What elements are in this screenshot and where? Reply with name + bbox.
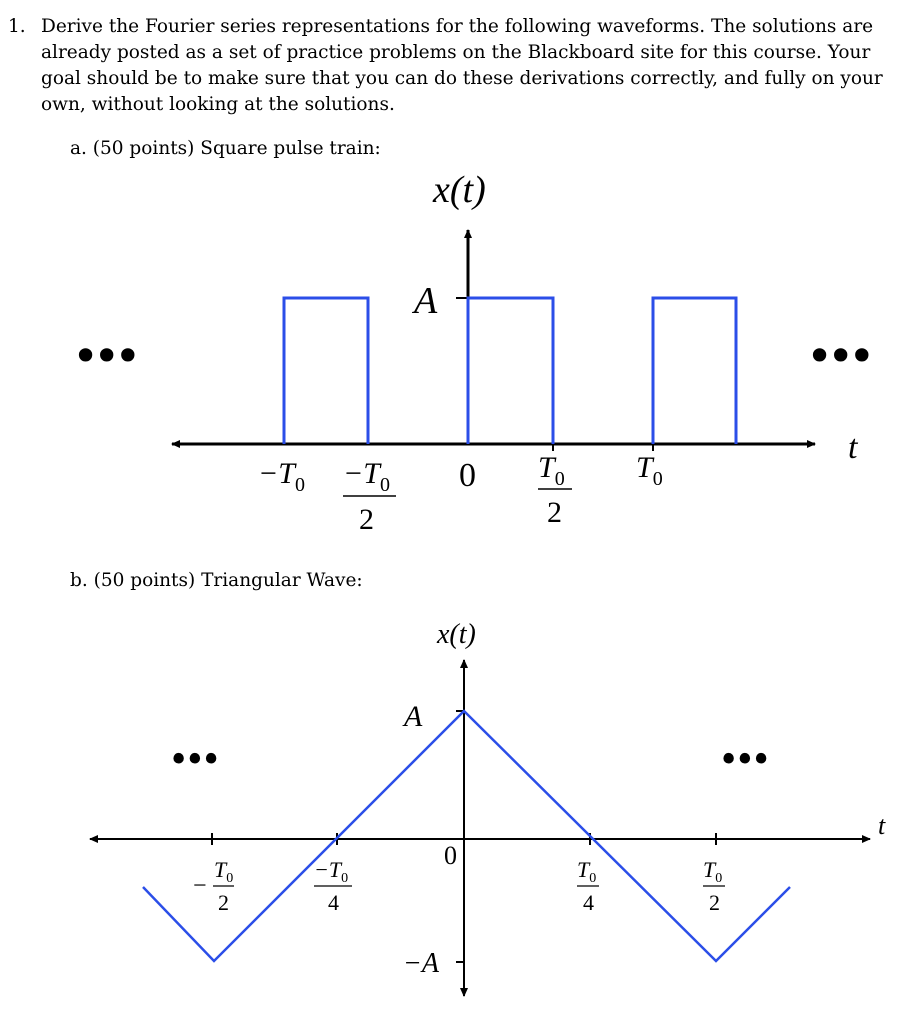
b-quarter-denominator: 4	[583, 890, 594, 915]
b-right-ellipsis: •••	[718, 740, 767, 781]
a-pulse-1	[284, 298, 368, 444]
a-right-ellipsis: •••	[806, 329, 870, 383]
b-y-axis-label: x(t)	[437, 619, 476, 650]
a-pulse-3	[653, 298, 736, 444]
b-neg-quarter-numerator: $-T_0$	[314, 857, 349, 886]
a-tick-label-neg-half: $-T_0$	[343, 457, 390, 496]
a-tick-label-half: $T_0$	[538, 451, 565, 490]
a-half-denominator: 2	[547, 496, 562, 529]
a-tick-label-period: $T_0$	[636, 451, 663, 490]
problem-number: 1.	[8, 16, 26, 37]
a-y-axis-label: x(t)	[433, 169, 486, 211]
triangular-wave-figure	[90, 619, 886, 996]
a-t-label: t	[848, 429, 858, 466]
a-pulse-2	[468, 298, 553, 444]
a-amplitude-label: A	[414, 280, 438, 322]
a-origin-label: 0	[459, 457, 476, 494]
part-a-heading: a. (50 points) Square pulse train:	[70, 138, 381, 159]
part-b-heading: b. (50 points) Triangular Wave:	[70, 570, 363, 591]
b-amplitude-label: A	[404, 700, 423, 733]
b-neg-amplitude-label: −A	[403, 948, 439, 979]
b-quarter-numerator: $T_0$	[577, 857, 597, 886]
b-triangle-waveform	[143, 711, 790, 961]
b-half-denominator: 2	[709, 890, 720, 915]
problem-text: Derive the Fourier series representations for the following waveforms. The solutions are already posted as a set of practice problems on the Blackboard site for this course. Your goal should be to make sure that you can do these derivations correctly, and fully on your own, without looking at the solutions.	[41, 16, 883, 115]
square-wave-figure	[72, 169, 869, 536]
b-origin-label: 0	[444, 841, 457, 870]
b-half-numerator: $T_0$	[703, 857, 723, 886]
b-t-label: t	[878, 811, 886, 840]
b-neg-quarter-denominator: 4	[328, 890, 339, 915]
a-tick-label-neg-period: $-T_0$	[258, 457, 305, 496]
b-left-ellipsis: •••	[168, 740, 217, 781]
b-neg-half-sign: −	[193, 873, 207, 899]
b-neg-half-numerator: $T_0$	[214, 857, 234, 886]
a-neg-half-denominator: 2	[359, 503, 374, 536]
b-neg-half-denominator: 2	[218, 890, 229, 915]
a-left-ellipsis: •••	[72, 329, 136, 383]
